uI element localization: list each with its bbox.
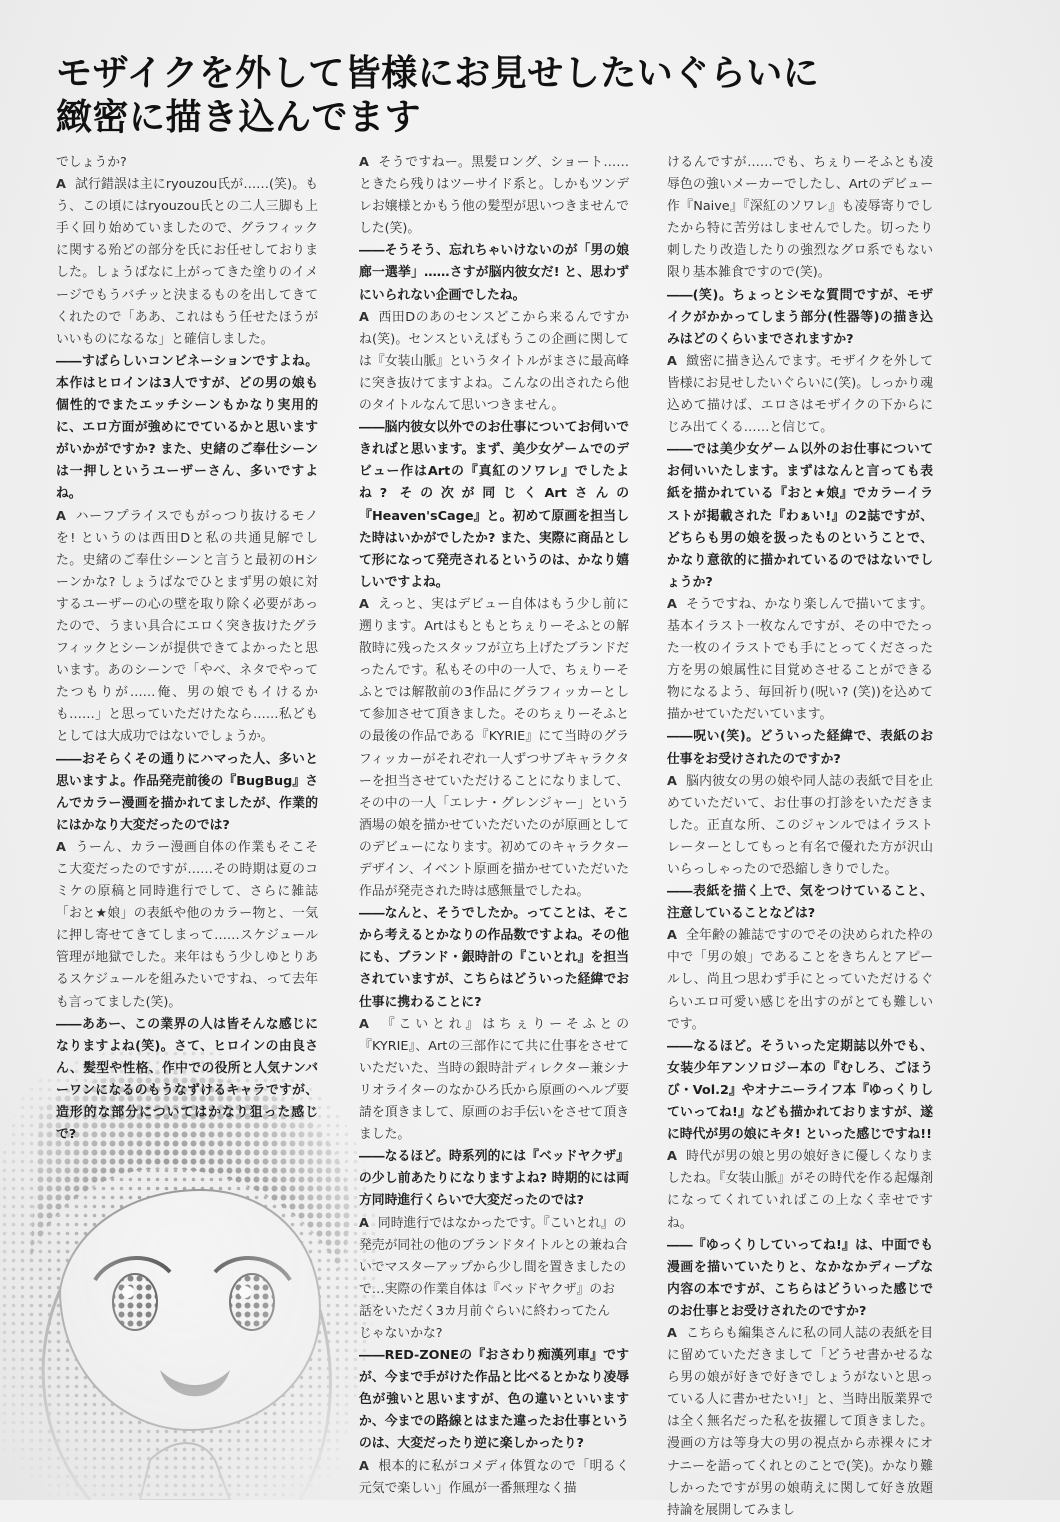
answer-marker: A (359, 1458, 369, 1474)
question-paragraph: ――おそらくその通りにハマった人、多いと思いますよ。作品発売前後の『BugBug』さんでカラー漫画を描かれてましたが、作業的にはかなり大変だったのでは? (56, 751, 318, 833)
answer-marker: A (667, 773, 677, 789)
answer-marker: A (56, 508, 66, 524)
answer-marker: A (56, 839, 66, 855)
text-line: 話をいただく3カ月前ぐらいに終わってたん (359, 1303, 611, 1319)
text-column-3 (667, 152, 933, 1522)
answer-paragraph: A 脳内彼女の男の娘や同人誌の表紙で目を止めていただいて、お仕事の打診をいただきました。正直な所、このジャンルではイラストレーターとしてもっと有名で優れた方が沢山いらっしゃったので恐縮しきりでした。 (667, 773, 933, 877)
answer-paragraph: A 同時進行ではなかったです。『こいとれ』の (359, 1215, 627, 1231)
question-paragraph: ――では美少女ゲーム以外のお仕事についてお伺いいたします。まずはなんと言っても表紙を描かれている『おと★娘』でカラーイラストが掲載された『わぁい!』の2誌ですが、どちらも男の娘を扱ったものということで、かなり意欲的に描かれているのではないでしょうか? (667, 442, 933, 590)
answer-paragraph: A 根本的に私がコメディ体質なので「明るく元気で楽しい」作風が一番無理なく描 (359, 1458, 629, 1496)
answer-paragraph: A 緻密に描き込んでます。モザイクを外して皆様にお見せしたいぐらいに(笑)。しっかり魂込めて描けば、エロさはモザイクの下からにじみ出てくる……と信じて。 (667, 353, 933, 436)
text-line: いでマスターアップから少し間を置きましたの (359, 1259, 627, 1275)
answer-marker: A (667, 353, 677, 369)
question-paragraph: ――なるほど。時系列的には『ベッドヤクザ』の少し前あたりになりますよね? 時期的には両方同時進行くらいで大変だったのでは? (359, 1149, 629, 1209)
text-line: じゃないかな? (359, 1325, 443, 1341)
question-paragraph: ――RED-ZONEの『おさわり痴漢列車』ですが、今まで手がけた作品と比べるとかなり凌辱色が強いと思いますが、色の違いといいますか、今までの路線とはまた違ったお仕事というのは、大変だったり逆に楽しかったり? (359, 1348, 629, 1452)
answer-paragraph: A 全年齢の雑誌ですのでその決められた枠の中で「男の娘」であることをきちんとアピールし、尚且つ思わず手にとっていただけるぐらいエロ可愛い感じを出すのがとても難しいです。 (667, 928, 933, 1032)
question-paragraph: ――すばらしいコンビネーションですよね。本作はヒロインは3人ですが、どの男の娘も個性的でまたエッチシーンもかなり実用的に、エロ方面が強めにでているかと思いますがいかがですか? また、史緒のご奉仕シーンは一押しというユーザーさん、多いですよね。 (56, 353, 318, 502)
answer-marker: A (359, 155, 369, 170)
headline-line-2: 緻密に描き込んでます (56, 97, 422, 138)
answer-paragraph: A えっと、実はデビュー自体はもう少し前に遡ります。Artはもともとちぇりーそふとの解散時に残ったスタッフが立ち上げたブランドだったんです。私もその中の一人で、ちぇりーそふとでは解散前の3作品にグラフィッカーとして参加させて頂きました。そのちぇりーそふとの最後の作品である『KYRIE』にて当時のグラフィッカーがそれぞれ一人ずつサブキャラクターを担当させていただけることになりまして、その中の一人「エレナ・グレンジャー」という酒場の娘を描かせていただいたのが原画としてのデビューになります。初めてのキャラクターデザイン、イベント原画を描かせていただいた作品が発売された時は感無量でしたね。 (359, 596, 629, 900)
question-paragraph: ――脳内彼女以外でのお仕事についてお伺いできればと思います。まず、美少女ゲームでのデビュー作はArtの『真紅のソワレ』でしたよね? その次が同じくArtさんの『Heaven'sCage』と。初めて原画を担当した時はいかがでしたか? また、実際に商品として形になって発売されるというのは、かなり嬉しいですよね。 (359, 420, 629, 590)
answer-paragraph: A うーん、カラー漫画自体の作業もそこそこ大変だったのですが……その時期は夏のコミケの原稿と同時進行でして、さらに雑誌「おと★娘」の表紙や他のカラー物と、一気に押し寄せてきてしまって……スケジュール管理が地獄でした。来年はもう少しゆとりあるスケジュールを組みたいですね、って去年も言ってました(笑)。 (56, 839, 318, 1010)
question-paragraph: ――そうそう、忘れちゃいけないのが「男の娘廊一選挙」……さすが脳内彼女だ! と、思わずにいられない企画でしたね。 (359, 243, 629, 303)
answer-paragraph: A そうですねー。黒髪ロング、ショート……ときたら残りはツーサイド系と。しかもツンデレお嬢様とかもう他の髪型が思いつきませんでした(笑)。 (359, 155, 629, 237)
question-paragraph: ――『ゆっくりしていってね!』は、中面でも漫画を描いていたりと、なかなかディープな内容の本ですが、こちらはどういった感じでのお仕事とお受けされたのですか? (667, 1237, 933, 1319)
answer-paragraph: A そうですね、かなり楽しんで描いてます。基本イラスト一枚なんですが、その中でたった一枚のイラストでも手にとってくださった方を男の娘属性に目覚めさせることができる物になるよう、毎回祈り(呪い? (笑))を込めて描かせていただいています。 (667, 596, 933, 723)
answer-marker: A (359, 596, 369, 612)
text-line: 発売が同社の他のブランドタイトルとの兼ね合 (359, 1237, 628, 1253)
answer-paragraph: A 時代が男の娘と男の娘好きに優しくなりましたね。『女装山脈』がその時代を作る起爆剤になってくれていればこの上なく幸せですね。 (667, 1149, 933, 1231)
question-paragraph: ――なるほど。そういった定期誌以外でも、女装少年アンソロジー本の『むしろ、ごほうび・Vol.2』やオナニーライフ本『ゆっくりしていってね!』なども描かれておりますが、遂に時代が男の娘にキタ! といった感じですね!! (667, 1038, 933, 1143)
answer-marker: A (667, 1325, 677, 1341)
answer-paragraph: A こちらも編集さんに私の同人誌の表紙を目に留めていただきまして「どうせ書かせるなら男の娘が好きで好きでしょうがないと思っている人に書かせたい!」と、当時出版業界では全く無名だった私を抜擢して頂きました。漫画の方は等身大の男の視点から赤裸々にオナニーを語ってくれとのことで(笑)。かなり難しかったですが男の娘萌えに関して好き放題持論を展開してみまし (667, 1325, 933, 1518)
question-paragraph: ――表紙を描く上で、気をつけていること、注意していることなどは? (667, 884, 933, 922)
question-paragraph: ――呪い(笑)。どういった経緯で、表紙のお仕事をお受けされたのですか? (667, 729, 933, 767)
answer-marker: A (667, 596, 677, 612)
text-line: で…実際の作業自体は『ベッドヤクザ』のお (359, 1281, 615, 1297)
answer-marker: A (667, 928, 677, 944)
article-headline (56, 52, 1016, 140)
question-paragraph: ――なんと、そうでしたか。ってことは、そこから考えるとかなりの作品数ですよね。その他にも、ブランド・銀時計の『こいとれ』を担当されていますが、こちらはどういった経緯でお仕事に携わることに? (359, 906, 629, 1010)
answer-paragraph: A 西田Dのあのセンスどこから来るんですかね(笑)。センスといえばもうこの企画に関しては『女装山脈』というタイトルがまさに最高峰に突き抜けてますよね。こんなの出されたら他のタイトルなんて思いつきません。 (359, 309, 629, 414)
answer-marker: A (359, 309, 369, 325)
answer-marker: A (359, 1016, 369, 1032)
answer-marker: A (359, 1215, 369, 1231)
answer-paragraph: A 試行錯誤は主にryouzou氏が……(笑)。もう、この頃にはryouzou氏との二人三脚も上手く回り始めていましたので、グラフィックに関する殆どの部分を氏にお任せしておりました。しょうばなに上がってきた塗りのイメージでもうバチッと決まるものを出してきてくれたので「ああ、これはもう任せたほうがいいものになるな」と確信しました。 (56, 177, 318, 347)
headline-line-1: モザイクを外して皆様にお見せしたいぐらいに (56, 53, 820, 94)
question-paragraph: ――ああー、この業界の人は皆そんな感じになりますよね(笑)。さて、ヒロインの由良さん、髪型や性格、作中での役所と人気ナンバーワンになるのもうなずけるキャラですが、造形的な部分についてはかなり狙った感じで? (56, 1016, 318, 1143)
text-column-1 (56, 152, 318, 1146)
answer-marker: A (667, 1149, 677, 1165)
answer-marker: A (56, 177, 66, 193)
question-paragraph: ――(笑)。ちょっとシモな質問ですが、モザイクがかかってしまう部分(性器等)の描き込みはどのくらいまでされますか? (667, 287, 933, 347)
answer-paragraph: A 『こいとれ』はちぇりーそふとの『KYRIE』、Artの三部作にて共に仕事をさせていただいた、当時の銀時計ディレクター兼シナリオライターのなかひろ氏から原画のヘルプ要請を頂きまして、原画のお手伝いをさせて頂きました。 (359, 1016, 629, 1143)
text-column-2 (359, 152, 629, 1500)
paragraph: けるんですが……でも、ちぇりーそふとも凌辱色の強いメーカーでしたし、Artのデビュー作『Naive』『深紅のソワレ』も凌辱寄りでしたから特に苦労はしませんでした。切ったり刺したり改造したりの強烈なグロ系でもない限り基本雑食ですので(笑)。 (667, 155, 933, 281)
paragraph: でしょうか? (56, 155, 127, 170)
answer-paragraph: A ハーフプライスでもがっつり抜けるモノを! というのは西田Dと私の共通見解でした。史緒のご奉仕シーンと言うと最初のHシーンかな? しょうばなでひとまず男の娘に対するユーザーの心の壁を取り除く必要があったので、うまい具合にエロく突き抜けたグラフィックとシーンが提供できてよかったと思います。あのシーンで「やべ、ネタでやってたつもりが……俺、男の娘でもイけるかも……」と思っていただけたなら……私どもとしては大成功ではないでしょうか。 (56, 508, 318, 745)
